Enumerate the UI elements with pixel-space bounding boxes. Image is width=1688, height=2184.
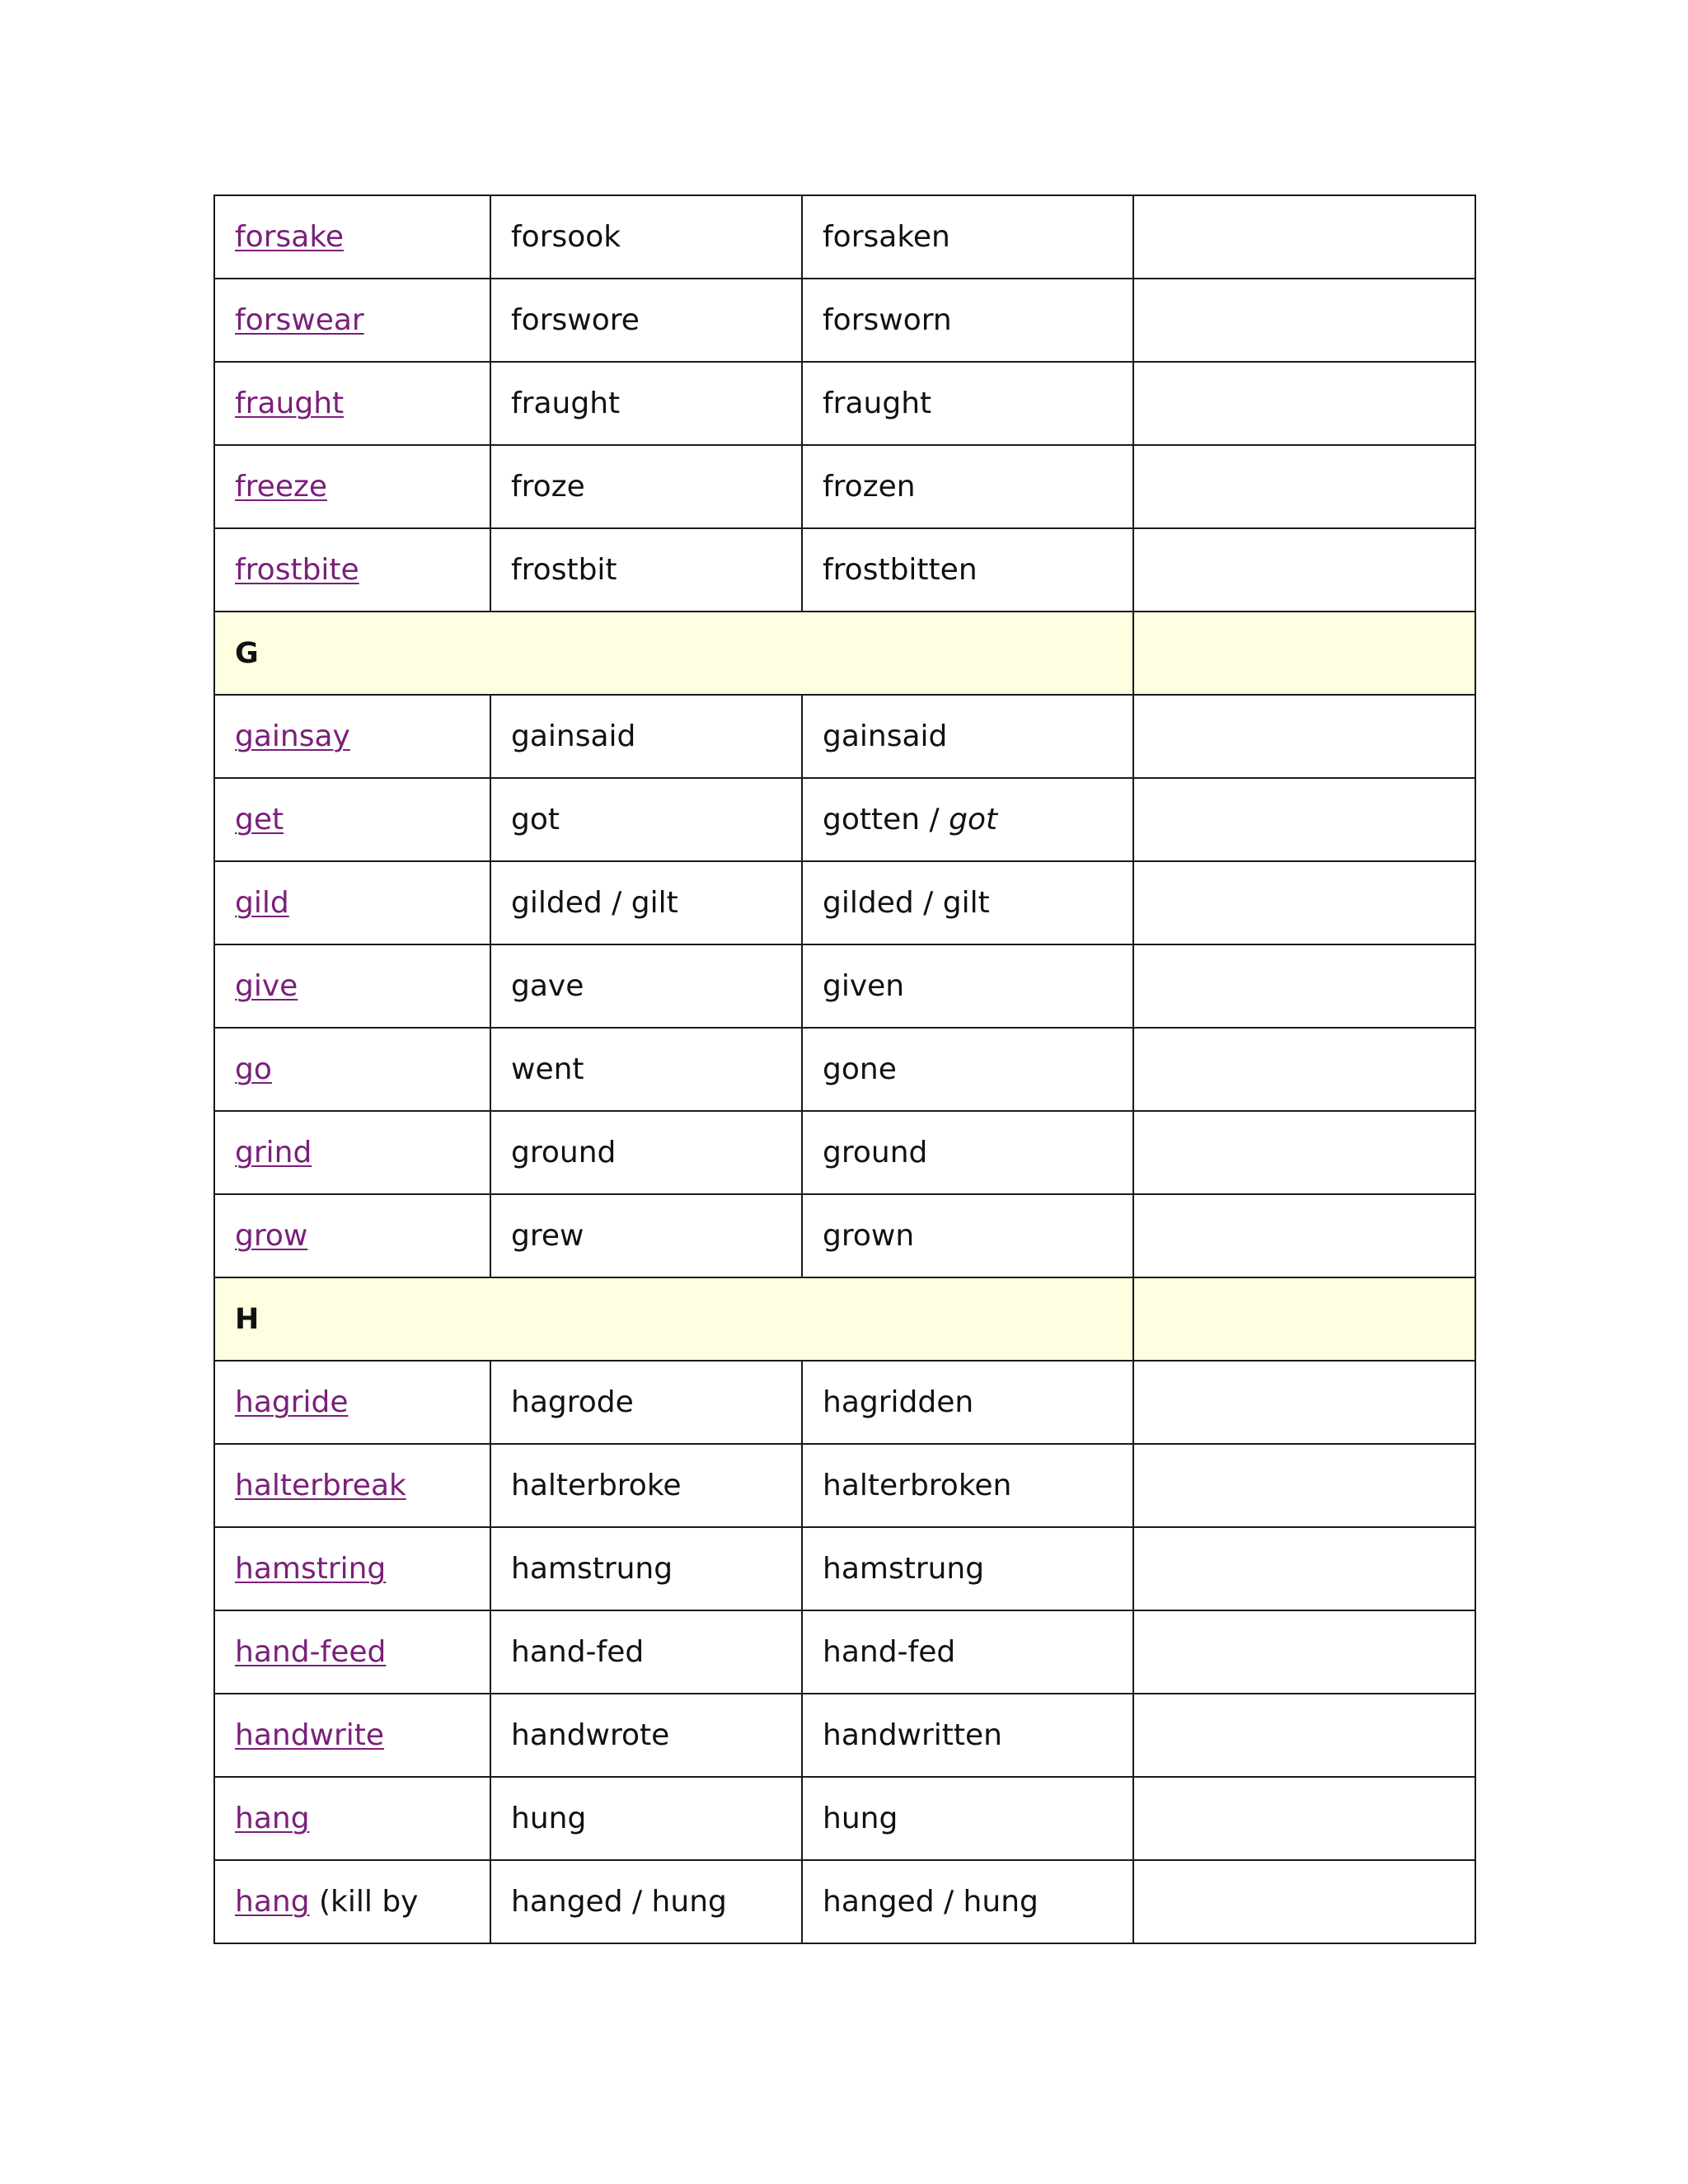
empty-cell: [1133, 695, 1475, 778]
past-participle-cell: hagridden: [802, 1361, 1133, 1444]
verb-link[interactable]: grow: [235, 1219, 308, 1253]
past-participle-cell: [802, 778, 1133, 861]
empty-cell: [1133, 1111, 1475, 1194]
verb-link[interactable]: hang: [235, 1802, 310, 1835]
past-participle-cell: gainsaid: [802, 695, 1133, 778]
verb-link[interactable]: freeze: [235, 470, 328, 504]
base-form-cell: [214, 1361, 490, 1444]
base-form-cell: [214, 778, 490, 861]
table-row: [214, 1527, 1475, 1610]
past-tense-cell: hand-fed: [490, 1610, 802, 1694]
base-form-cell: [214, 362, 490, 445]
empty-cell: [1133, 778, 1475, 861]
empty-cell: [1133, 612, 1475, 695]
verb-link[interactable]: forswear: [235, 303, 364, 337]
empty-cell: [1133, 1860, 1475, 1943]
verb-link[interactable]: hang: [235, 1885, 310, 1919]
table-row: [214, 1777, 1475, 1860]
base-form-cell: [214, 1777, 490, 1860]
empty-cell: [1133, 1444, 1475, 1527]
section-header-row: [214, 1277, 1475, 1361]
past-tense-cell: went: [490, 1028, 802, 1111]
base-form-cell: [214, 861, 490, 944]
table-row: [214, 279, 1475, 362]
past-participle-cell: halterbroken: [802, 1444, 1133, 1527]
base-form-cell: [214, 1610, 490, 1694]
base-form-suffix: (kill by: [309, 1885, 419, 1919]
table-row: [214, 1111, 1475, 1194]
verb-link[interactable]: get: [235, 803, 284, 837]
past-tense-cell: fraught: [490, 362, 802, 445]
base-form-cell: [214, 695, 490, 778]
verb-link[interactable]: hamstring: [235, 1552, 387, 1586]
empty-cell: [1133, 1694, 1475, 1777]
section-letter: G: [214, 612, 1133, 695]
past-tense-cell: gilded / gilt: [490, 861, 802, 944]
base-form-cell: [214, 1028, 490, 1111]
participle-italic-text: got: [949, 803, 998, 837]
verb-link[interactable]: forsake: [235, 220, 345, 254]
verb-link[interactable]: go: [235, 1052, 272, 1086]
past-participle-cell: grown: [802, 1194, 1133, 1277]
verb-link[interactable]: give: [235, 969, 298, 1003]
past-tense-cell: hamstrung: [490, 1527, 802, 1610]
base-form-cell: [214, 1194, 490, 1277]
table-row: [214, 1860, 1475, 1943]
past-tense-cell: gainsaid: [490, 695, 802, 778]
table-row: [214, 1361, 1475, 1444]
empty-cell: [1133, 944, 1475, 1028]
base-form-cell: [214, 944, 490, 1028]
table-row: [214, 1028, 1475, 1111]
past-tense-cell: frostbit: [490, 528, 802, 612]
verb-link[interactable]: hand-feed: [235, 1635, 387, 1669]
past-tense-cell: gave: [490, 944, 802, 1028]
empty-cell: [1133, 1277, 1475, 1361]
table-row: [214, 445, 1475, 528]
past-participle-cell: frozen: [802, 445, 1133, 528]
table-row: [214, 1610, 1475, 1694]
section-letter: H: [214, 1277, 1133, 1361]
empty-cell: [1133, 279, 1475, 362]
irregular-verbs-table: [213, 194, 1476, 1944]
past-tense-cell: forswore: [490, 279, 802, 362]
empty-cell: [1133, 528, 1475, 612]
base-form-cell: [214, 279, 490, 362]
table-row: [214, 1194, 1475, 1277]
empty-cell: [1133, 195, 1475, 279]
past-tense-cell: ground: [490, 1111, 802, 1194]
past-tense-cell: froze: [490, 445, 802, 528]
verb-link[interactable]: gild: [235, 886, 289, 920]
past-tense-cell: got: [490, 778, 802, 861]
past-tense-cell: handwrote: [490, 1694, 802, 1777]
verb-link[interactable]: gainsay: [235, 719, 350, 753]
empty-cell: [1133, 1194, 1475, 1277]
empty-cell: [1133, 861, 1475, 944]
past-participle-cell: forsaken: [802, 195, 1133, 279]
past-tense-cell: hanged / hung: [490, 1860, 802, 1943]
past-participle-cell: hung: [802, 1777, 1133, 1860]
verb-link[interactable]: handwrite: [235, 1718, 385, 1752]
past-participle-cell: hand-fed: [802, 1610, 1133, 1694]
verb-link[interactable]: fraught: [235, 387, 345, 420]
past-participle-cell: hamstrung: [802, 1527, 1133, 1610]
table-row: [214, 944, 1475, 1028]
past-tense-cell: hung: [490, 1777, 802, 1860]
base-form-cell: [214, 528, 490, 612]
past-participle-cell: handwritten: [802, 1694, 1133, 1777]
empty-cell: [1133, 1028, 1475, 1111]
participle-main-text: gotten /: [823, 803, 950, 837]
past-tense-cell: grew: [490, 1194, 802, 1277]
table-row: [214, 861, 1475, 944]
table-row: [214, 195, 1475, 279]
empty-cell: [1133, 445, 1475, 528]
past-participle-cell: ground: [802, 1111, 1133, 1194]
table-row: [214, 1694, 1475, 1777]
base-form-cell: [214, 195, 490, 279]
past-participle-cell: frostbitten: [802, 528, 1133, 612]
base-form-cell: [214, 1527, 490, 1610]
verb-link[interactable]: halterbreak: [235, 1469, 406, 1502]
base-form-cell: [214, 1860, 490, 1943]
empty-cell: [1133, 1361, 1475, 1444]
base-form-cell: [214, 1111, 490, 1194]
base-form-cell: [214, 445, 490, 528]
verb-link[interactable]: grind: [235, 1136, 312, 1169]
table-row: [214, 528, 1475, 612]
past-participle-cell: fraught: [802, 362, 1133, 445]
base-form-cell: [214, 1694, 490, 1777]
empty-cell: [1133, 1610, 1475, 1694]
section-header-row: [214, 612, 1475, 695]
verb-link[interactable]: frostbite: [235, 553, 359, 587]
empty-cell: [1133, 1777, 1475, 1860]
past-participle-cell: given: [802, 944, 1133, 1028]
empty-cell: [1133, 1527, 1475, 1610]
verb-link[interactable]: hagride: [235, 1385, 349, 1419]
empty-cell: [1133, 362, 1475, 445]
past-participle-cell: forsworn: [802, 279, 1133, 362]
table-row: [214, 695, 1475, 778]
table-row: [214, 362, 1475, 445]
past-tense-cell: forsook: [490, 195, 802, 279]
past-participle-cell: gone: [802, 1028, 1133, 1111]
table-row: [214, 778, 1475, 861]
past-participle-cell: hanged / hung: [802, 1860, 1133, 1943]
table-row: [214, 1444, 1475, 1527]
past-tense-cell: hagrode: [490, 1361, 802, 1444]
base-form-cell: [214, 1444, 490, 1527]
past-tense-cell: halterbroke: [490, 1444, 802, 1527]
past-participle-cell: gilded / gilt: [802, 861, 1133, 944]
